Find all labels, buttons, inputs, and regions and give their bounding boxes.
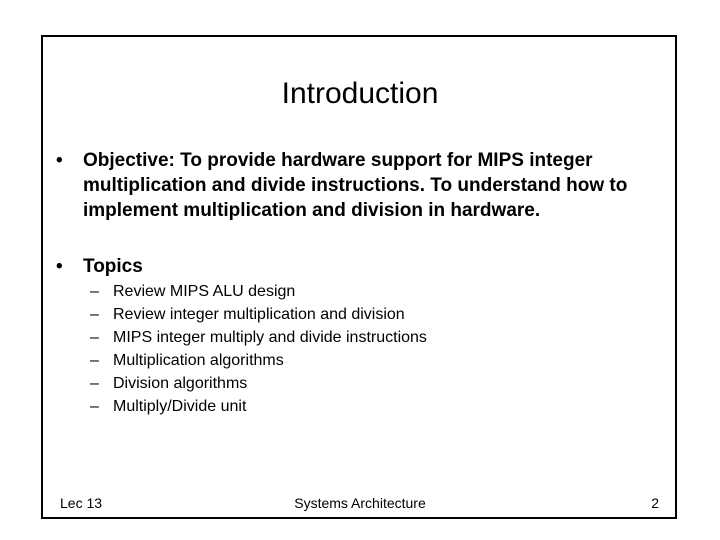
dash-marker: – (90, 352, 99, 369)
topic-text: Division algorithms (113, 375, 248, 392)
bullet-topics-label: Topics (83, 256, 143, 277)
footer-lecture-number: Lec 13 (60, 495, 103, 511)
topic-text: Review integer multiplication and division (113, 306, 405, 323)
dash-marker: – (90, 398, 99, 415)
topic-text: Multiply/Divide unit (113, 398, 247, 415)
topic-text: MIPS integer multiply and divide instructions (113, 329, 427, 346)
topic-text: Review MIPS ALU design (113, 283, 296, 300)
dash-marker: – (90, 375, 99, 392)
dash-marker: – (90, 283, 99, 300)
bullet-marker-objective: • (56, 150, 63, 171)
dash-marker: – (90, 306, 99, 323)
footer-course-title: Systems Architecture (294, 495, 426, 511)
topic-text: Multiplication algorithms (113, 352, 284, 369)
bullet-objective-line-2: multiplication and divide instructions. To understand how to (83, 175, 628, 196)
footer-page-number: 2 (651, 495, 659, 511)
bullet-objective-line-1: Objective: To provide hardware support for MIPS integer (83, 150, 593, 171)
topic-item (0, 303, 720, 326)
topic-item (0, 349, 720, 372)
topic-item (0, 280, 720, 303)
topic-item (0, 395, 720, 418)
bullet-marker-topics: • (56, 256, 63, 277)
bullet-objective-line-3: implement multiplication and division in hardware. (83, 200, 541, 221)
slide-title: Introduction (281, 77, 439, 110)
dash-marker: – (90, 329, 99, 346)
topic-item (0, 326, 720, 349)
topic-item (0, 372, 720, 395)
